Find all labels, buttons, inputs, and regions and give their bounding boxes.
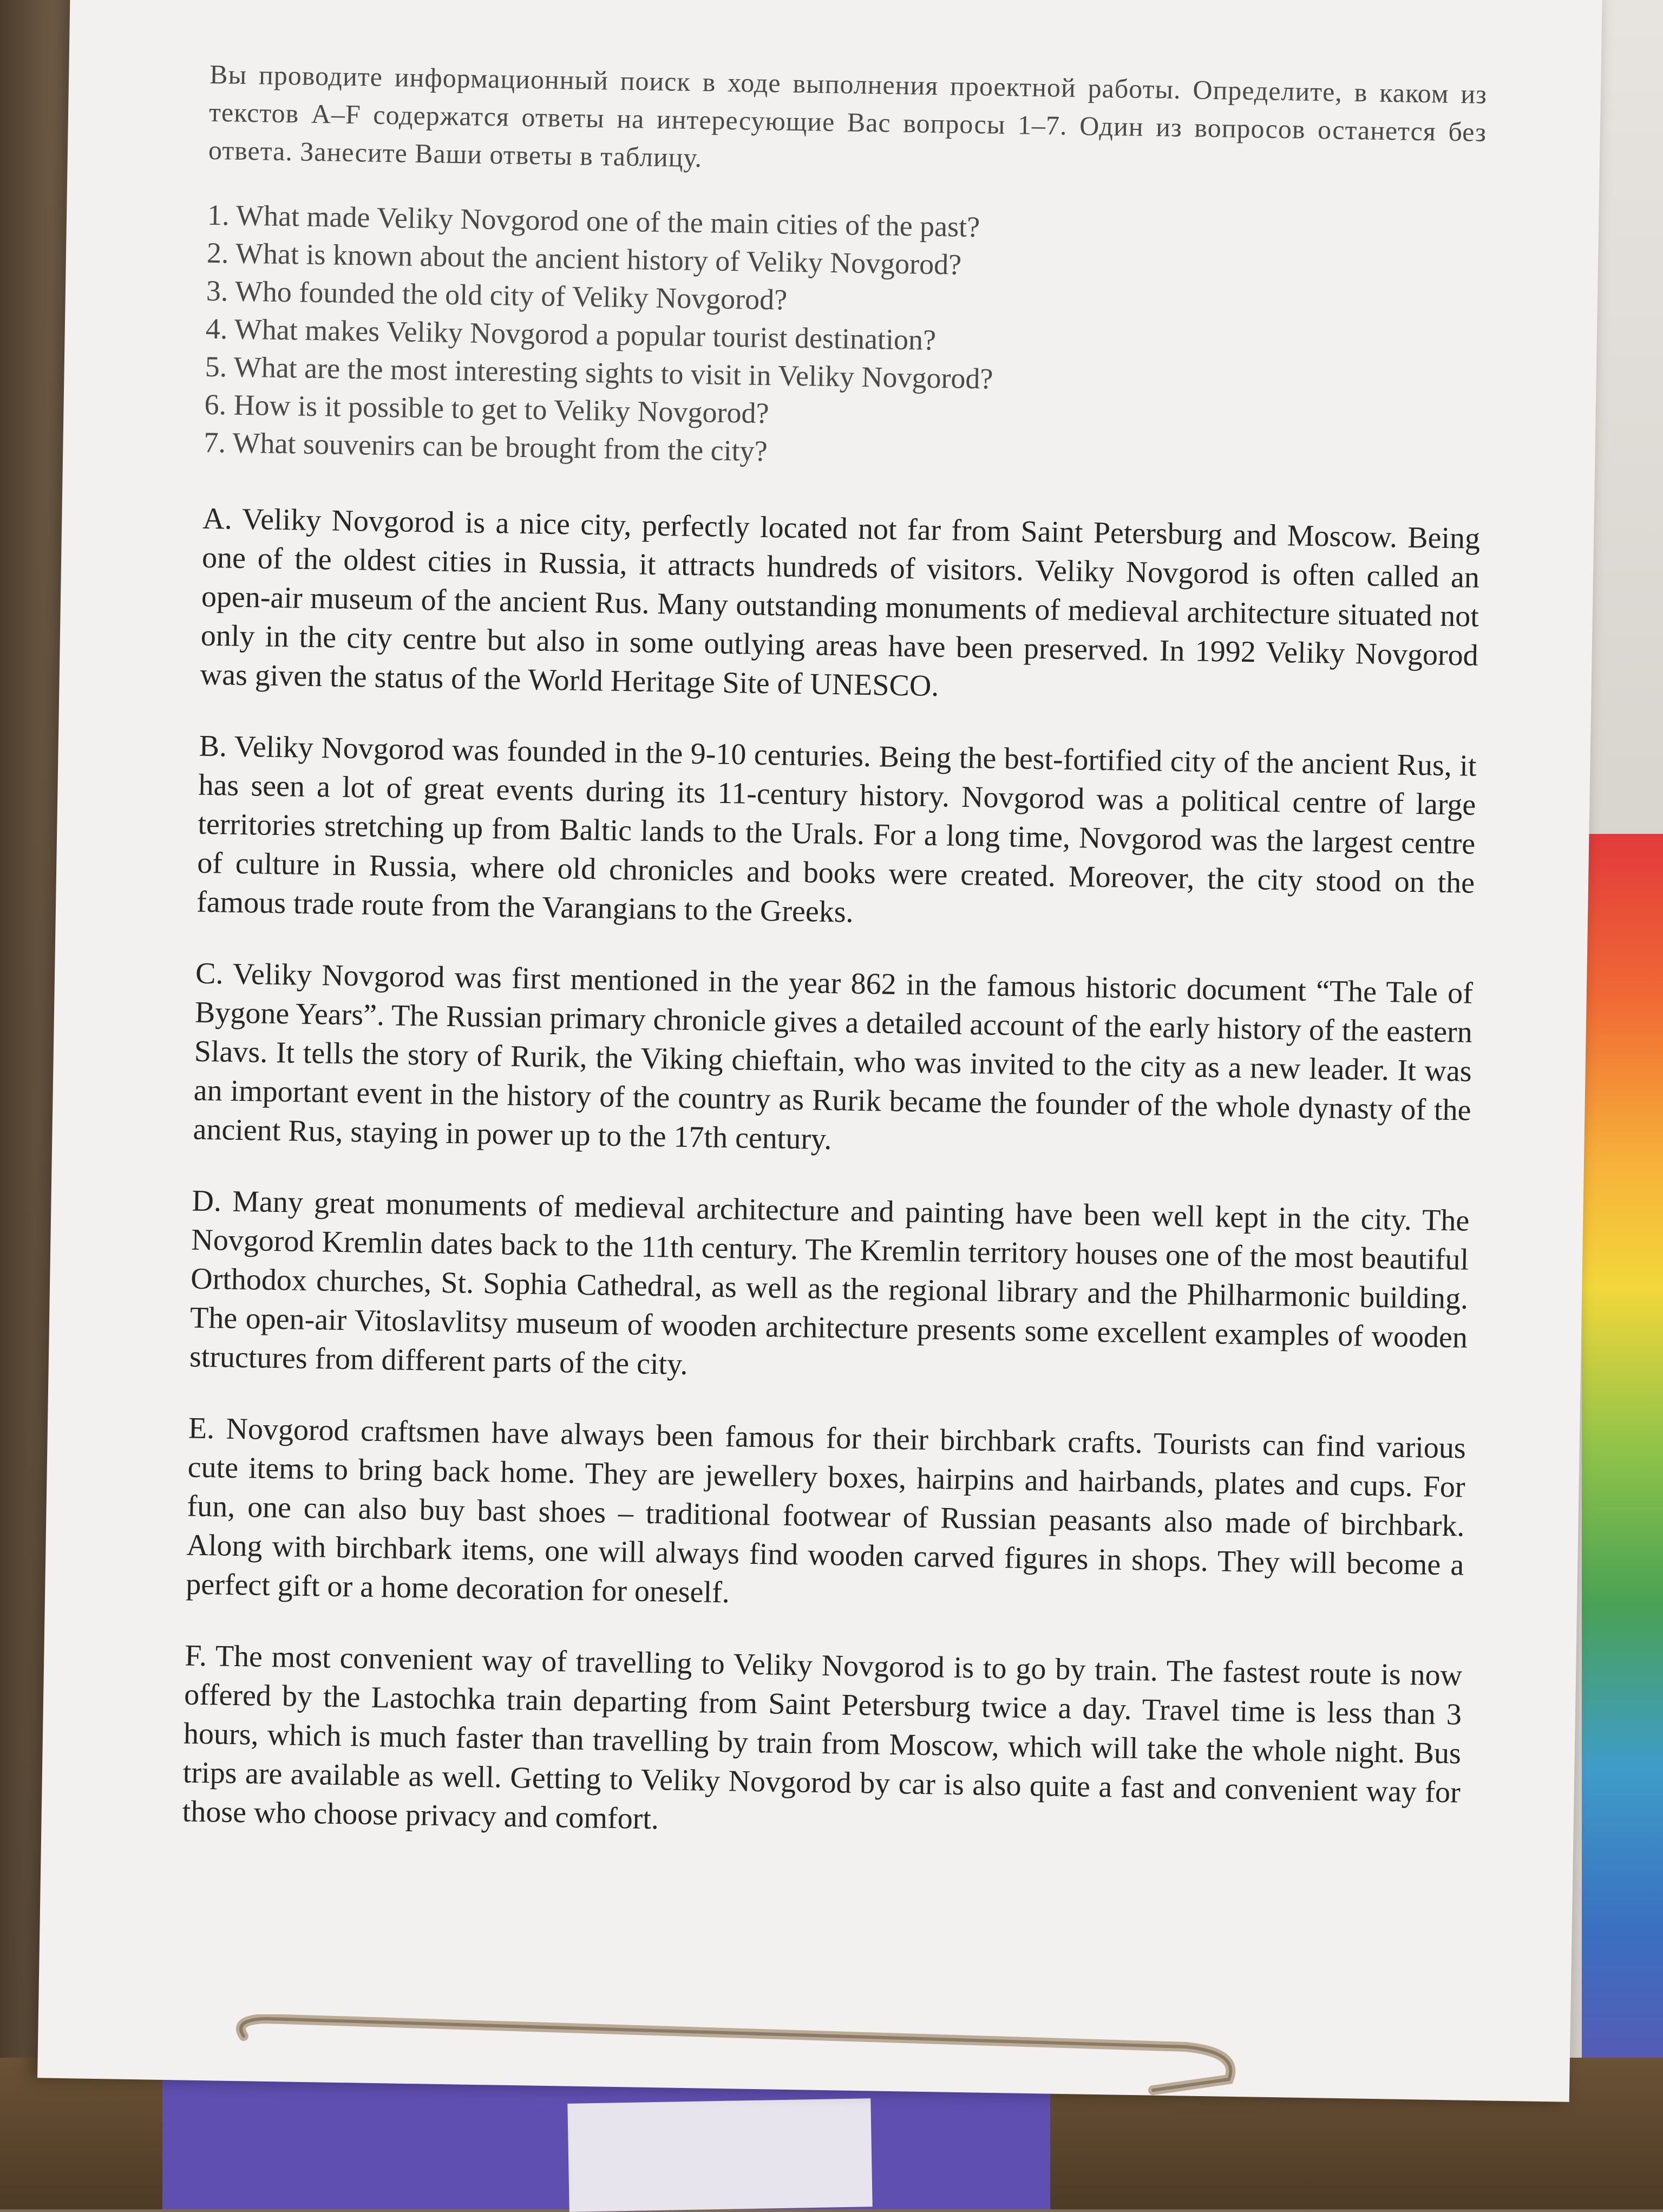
stand-wire-holder [233, 2014, 1250, 2096]
task-instructions: Вы проводите информационный поиск в ходе выполнения проектной работы. Определите, в каком из текстов A–F содержатся ответы на интересующие Вас вопросы 1–7. Один из вопросов останется без ответа. Занесите Ваши ответы в таблицу. [208, 58, 1488, 173]
worksheet-page [37, 0, 1602, 2102]
rainbow-board [1582, 834, 1663, 2209]
question-item: 5. What are the most interesting sights to visit in Veliky Novgorod? [205, 350, 993, 395]
passage-c: C. Veliky Novgorod was first mentioned in the year 862 in the famous historic document “The Tale of Bygone Years”. The Russian primary chronicle gives a detailed account of the early history of the eastern Slavs. It tells the story of Rurik, the Viking chieftain, who was invited to the city as a new leader. It was an important event in the history of the country as Rurik became the founder of the whole dynasty of the ancient Rus, staying in power up to the 17th century. [193, 956, 1474, 1157]
stand-label [567, 2098, 872, 2212]
question-item: 4. What makes Veliky Novgorod a popular tourist destination? [205, 312, 937, 356]
question-item: 7. What souvenirs can be brought from the city? [204, 426, 768, 468]
question-item: 2. What is known about the ancient history of Veliky Novgorod? [206, 236, 962, 281]
passage-f: F. The most convenient way of travelling to Veliky Novgorod is to go by train. The fastest route is now offered by the Lastochka train departing from Saint Petersburg twice a day. Travel time is less than 3 hours, which is much faster than travelling by train from Moscow, which will take the whole night. Bus trips are available as well. Getting to Veliky Novgorod by car is also quite a fast and convenient way for those who choose privacy and comfort. [182, 1639, 1463, 1836]
question-item: 3. Who founded the old city of Veliky Novgorod? [206, 274, 788, 316]
passage-d: D. Many great monuments of medieval architecture and painting have been well kept in the city. The Novgorod Kremlin dates back to the 11th century. The Kremlin territory houses one of the most beautiful Orthodox churches, St. Sophia Cathedral, as well as the regional library and the Philharmonic building. The open-air Vitoslavlitsy museum of wooden architecture presents some excellent examples of wooden structures from different parts of the city. [189, 1184, 1470, 1381]
passage-a: A. Veliky Novgorod is a nice city, perfectly located not far from Saint Petersburg and Moscow. Being one of the oldest cities in Russia, it attracts hundreds of visitors. Veliky Novgorod is often called an open-air museum of the ancient Rus. Many outstanding monuments of medieval architecture situated not only in the city centre but also in some outlying areas have been preserved. In 1992 Veliky Novgorod was given the status of the World Heritage Site of UNESCO. [200, 501, 1481, 703]
question-item: 1. What made Veliky Novgorod one of the main cities of the past? [207, 198, 980, 244]
worksheet-content [181, 55, 1487, 1884]
question-list [204, 196, 1485, 481]
passage-e: E. Novgorod craftsmen have always been famous for their birchbark crafts. Tourists can find various cute items to bring back home. They are jewellery boxes, hairpins and hairbands, plates and cups. For fun, one can also buy bast shoes – traditional footwear of Russian peasants also made of birchbark. Along with birchbark items, one will always find wooden carved figures in shops. They will become a perfect gift or a home decoration for oneself. [185, 1411, 1466, 1610]
question-item: 6. How is it possible to get to Veliky Novgorod? [204, 388, 769, 430]
passage-b: B. Veliky Novgorod was founded in the 9-10 centuries. Being the best-fortified city of the ancient Rus, it has seen a lot of great events during its 11-century history. Novgorod was a political centre of large territories stretching up from Baltic lands to the Urals. For a long time, Novgorod was the largest centre of culture in Russia, where old chronicles and books were created. Moreover, the city stood on the famous trade route from the Varangians to the Greeks. [196, 729, 1477, 929]
